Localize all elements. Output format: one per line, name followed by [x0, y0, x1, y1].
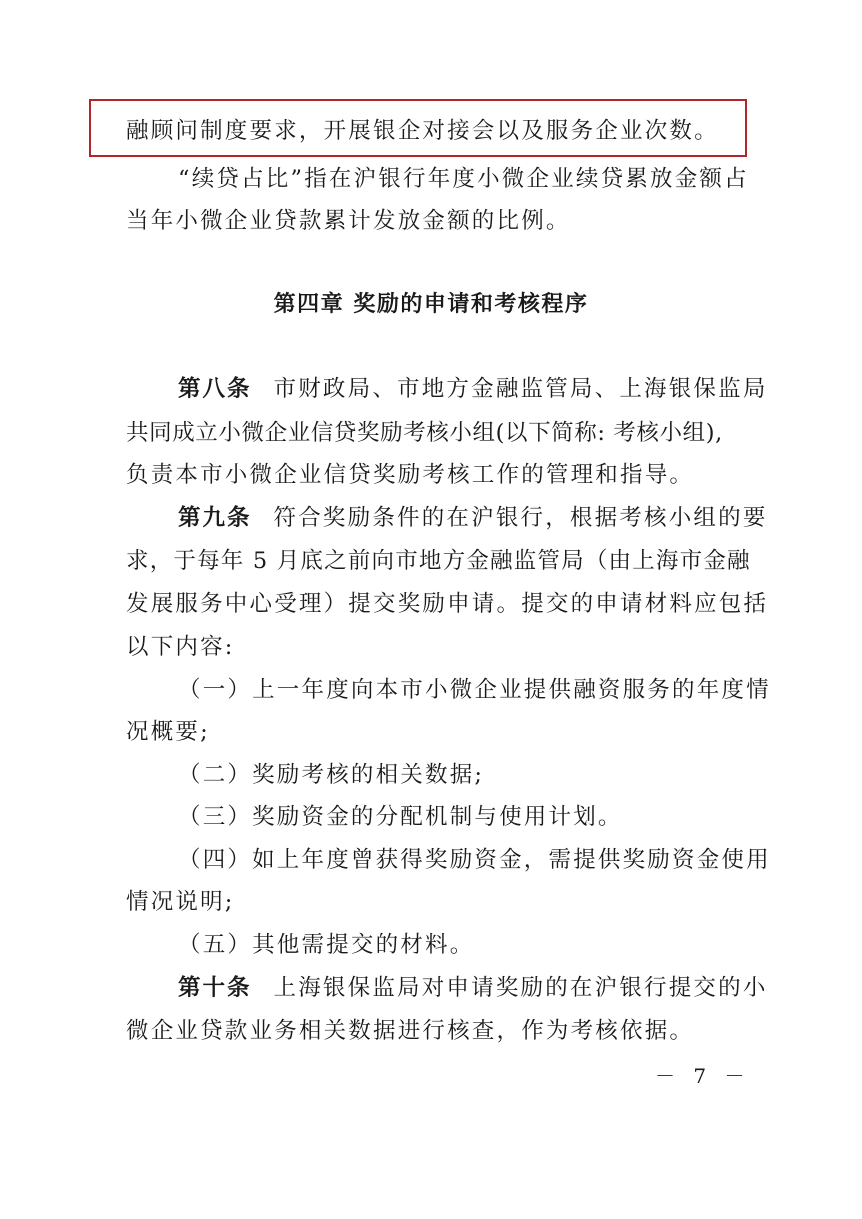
article-10-label: 第十条 — [178, 975, 252, 1001]
item-1-line-2: 况概要; — [126, 719, 210, 745]
article-9-line-4: 以下内容: — [126, 634, 235, 660]
article-9-label: 第九条 — [178, 505, 252, 531]
article-9-line-2: 求，于每年 5 月底之前向市地方金融监管局（由上海市金融 — [126, 548, 751, 574]
definition-line-2: 当年小微企业贷款累计发放金额的比例。 — [126, 208, 571, 234]
item-4-line-1: （四）如上年度曾获得奖励资金，需提供奖励资金使用 — [178, 847, 771, 873]
article-9-text-1: 符合奖励条件的在沪银行，根据考核小组的要 — [273, 505, 768, 531]
item-5: （五）其他需提交的材料。 — [178, 932, 475, 958]
chapter-title: 第四章 奖励的申请和考核程序 — [273, 292, 589, 317]
article-8-line-3: 负责本市小微企业信贷奖励考核工作的管理和指导。 — [126, 462, 695, 488]
article-9-line-3: 发展服务中心受理）提交奖励申请。提交的申请材料应包括 — [126, 591, 769, 617]
highlighted-text-line: 融顾问制度要求，开展银企对接会以及服务企业次数。 — [126, 118, 719, 144]
article-10-line-1 — [178, 973, 768, 1003]
article-10-line-2: 微企业贷款业务相关数据进行核查，作为考核依据。 — [126, 1018, 695, 1044]
page-number: － 7 － — [655, 1064, 751, 1088]
item-4-line-2: 情况说明; — [126, 889, 235, 915]
article-10-text-1: 上海银保监局对申请奖励的在沪银行提交的小 — [273, 975, 768, 1001]
article-8-line-2: 共同成立小微企业信贷奖励考核小组(以下简称: 考核小组), — [126, 420, 723, 446]
article-8-text-1: 市财政局、市地方金融监管局、上海银保监局 — [273, 376, 768, 402]
article-9-line-1 — [178, 503, 768, 533]
article-8-line-1 — [178, 374, 768, 404]
article-8-label: 第八条 — [178, 376, 252, 402]
item-1-line-1: （一）上一年度向本市小微企业提供融资服务的年度情 — [178, 677, 771, 703]
item-2: （二）奖励考核的相关数据; — [178, 762, 485, 788]
item-3: （三）奖励资金的分配机制与使用计划。 — [178, 804, 623, 830]
definition-line-1: “续贷占比”指在沪银行年度小微企业续贷累放金额占 — [178, 166, 749, 192]
